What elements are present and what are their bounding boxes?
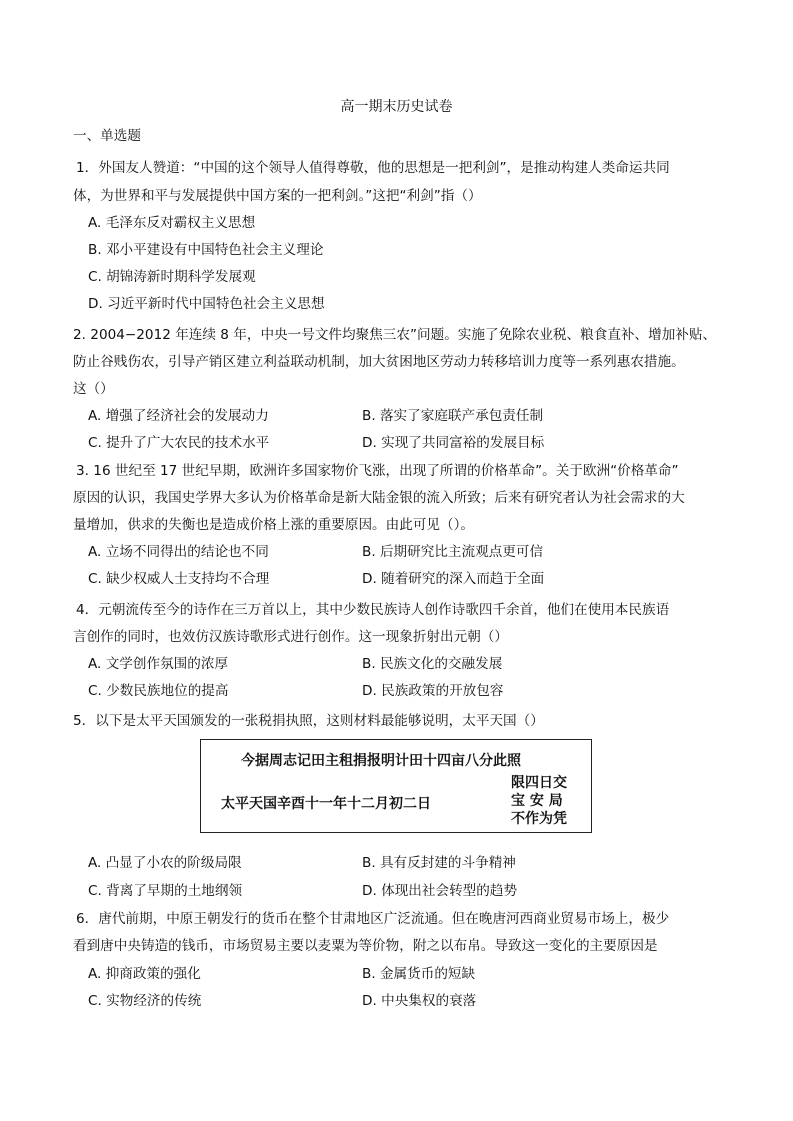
question-3-option-d: D. 随着研究的深入而趋于全面 <box>362 571 545 587</box>
question-6-option-a: A. 抑商政策的强化 <box>88 966 201 982</box>
question-6-line-2: 看到唐中央铸造的钱币，市场贸易主要以麦粟为等价物，附之以布帛。导致这一变化的主要原因是 <box>73 938 658 954</box>
question-1-line-2: 体，为世界和平与发展提供中国方案的一把利剑。”这把“利剑”指（） <box>73 188 482 204</box>
question-3-line-3: 量增加，供求的失衡也是造成价格上涨的重要原因。由此可见（）。 <box>73 517 475 533</box>
receipt-side-line-2: 宝 安 局 <box>511 793 563 809</box>
question-4-option-b: B. 民族文化的交融发展 <box>362 656 503 672</box>
question-6-option-b: B. 金属货币的短缺 <box>362 966 476 982</box>
question-6-line-1: 6．唐代前期，中原王朝发行的货币在整个甘肃地区广泛流通。但在晚唐河西商业贸易市场上，极少 <box>76 911 670 927</box>
question-2-line-3: 这（） <box>73 381 114 397</box>
question-2-line-2: 防止谷贱伤农，引导产销区建立利益联动机制，加大贫困地区劳动力转移培训力度等一系列惠农措施。 <box>73 354 685 370</box>
question-5-line-1: 5．以下是太平天国颁发的一张税捐执照，这则材料最能够说明，太平天国（） <box>73 713 544 729</box>
question-2-option-d: D. 实现了共同富裕的发展目标 <box>362 435 545 451</box>
question-3-option-a: A. 立场不同得出的结论也不同 <box>88 544 269 560</box>
question-3-option-b: B. 后期研究比主流观点更可信 <box>362 544 544 560</box>
question-1-option-c: C. 胡锦涛新时期科学发展观 <box>88 269 256 285</box>
section-heading: 一、单选题 <box>73 128 141 144</box>
question-6-option-c: C. 实物经济的传统 <box>88 993 202 1009</box>
question-4-option-d: D. 民族政策的开放包容 <box>362 683 504 699</box>
question-5-option-b: B. 具有反封建的斗争精神 <box>362 855 516 871</box>
question-3-option-c: C. 缺少权威人士支持均不合理 <box>88 571 270 587</box>
page-title: 高一期末历史试卷 <box>340 99 453 115</box>
question-1-option-d: D. 习近平新时代中国特色社会主义思想 <box>88 296 325 312</box>
question-5-option-d: D. 体现出社会转型的趋势 <box>362 883 518 899</box>
receipt-line-2: 太平天国辛酉十一年十二月初二日 <box>221 796 431 812</box>
question-5-option-a: A. 凸显了小农的阶级局限 <box>88 855 242 871</box>
question-4-line-1: 4．元朝流传至今的诗作在三万首以上，其中少数民族诗人创作诗歌四千余首，他们在使用本民族语 <box>76 602 670 618</box>
receipt-line-1: 今据周志记田主租捐报明计田十四亩八分此照 <box>241 753 521 769</box>
question-1-line-1: 1．外国友人赞道：“中国的这个领导人值得尊敬，他的思想是一把利剑”，是推动构建人类命运共同 <box>76 160 670 176</box>
tax-receipt-image <box>200 739 592 833</box>
receipt-side-line-3: 不作为凭 <box>511 811 567 827</box>
question-1-option-b: B. 邓小平建设有中国特色社会主义理论 <box>88 242 324 258</box>
question-4-option-c: C. 少数民族地位的提高 <box>88 683 229 699</box>
question-1-option-a: A. 毛泽东反对霸权主义思想 <box>88 215 256 231</box>
question-5-option-c: C. 背离了早期的土地纲领 <box>88 883 243 899</box>
receipt-side-line-1: 限四日交 <box>511 775 567 791</box>
question-2-option-c: C. 提升了广大农民的技术水平 <box>88 435 270 451</box>
question-4-line-2: 言创作的同时，也效仿汉族诗歌形式进行创作。这一现象折射出元朝（） <box>73 629 508 645</box>
question-3-line-1: 3. 16 世纪至 17 世纪早期，欧洲许多国家物价飞涨，出现了所谓的价格革命”。关于欧洲“价格革命” <box>76 463 679 479</box>
question-2-option-a: A. 增强了经济社会的发展动力 <box>88 408 269 424</box>
question-6-option-d: D. 中央集权的衰落 <box>362 993 477 1009</box>
question-3-line-2: 原因的认识，我国史学界大多认为价格革命是新大陆金银的流入所致；后来有研究者认为社会需求的大 <box>73 490 685 506</box>
receipt-side-note <box>511 774 581 828</box>
question-2-option-b: B. 落实了家庭联产承包责任制 <box>362 408 544 424</box>
question-2-line-1: 2. 2004−2012 年连续 8 年，中央一号文件均聚焦三农”问题。实施了免除农业税、粮食直补、增加补贴、 <box>73 327 717 343</box>
question-4-option-a: A. 文学创作氛围的浓厚 <box>88 656 229 672</box>
